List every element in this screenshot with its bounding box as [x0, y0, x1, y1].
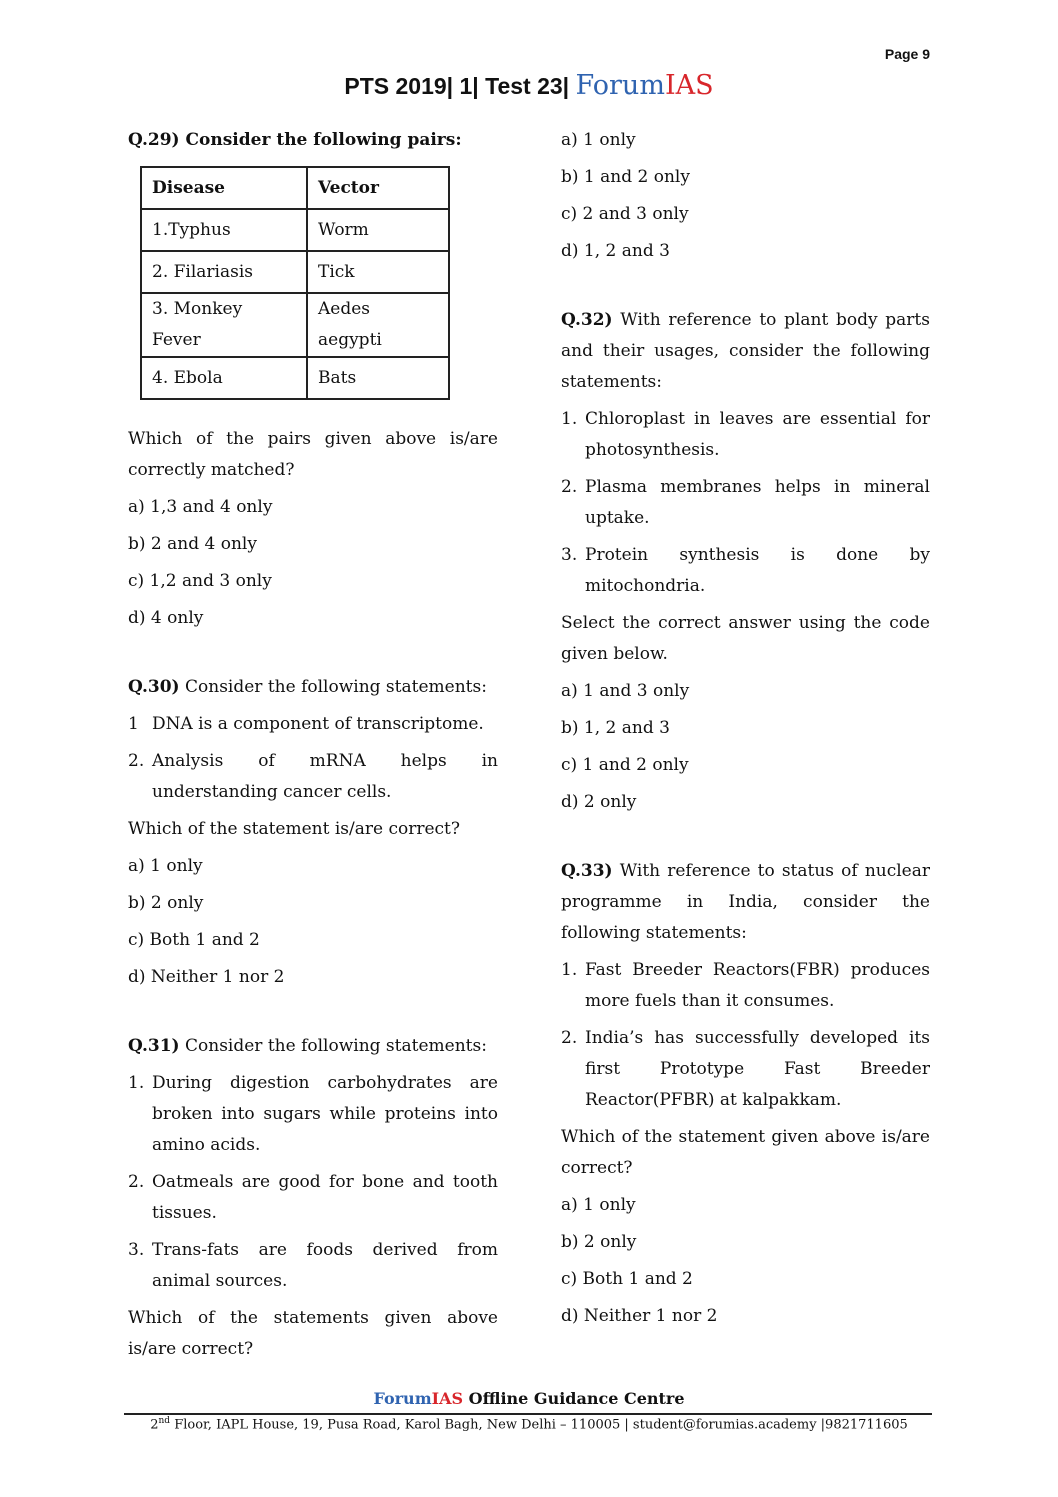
statement: 2. Analysis of mRNA helps in understanding cancer cells.	[128, 751, 498, 802]
option: b) 1 and 2 only	[561, 167, 690, 187]
table-row	[141, 251, 449, 293]
question-label: Q.32)	[561, 310, 613, 330]
table-cell: 4. Ebola	[141, 357, 307, 399]
option: d) Neither 1 nor 2	[561, 1306, 718, 1326]
table-cell: 1.Typhus	[141, 209, 307, 251]
option: c) Both 1 and 2	[128, 930, 260, 950]
option: d) 1, 2 and 3	[561, 241, 670, 261]
statement: 1. Chloroplast in leaves are essential for photosynthesis.	[561, 409, 930, 460]
statement: 2. Plasma membranes helps in mineral uptake.	[561, 477, 930, 528]
question-text: Which of the statements given above is/are correct?	[128, 1308, 498, 1359]
option: a) 1 only	[128, 856, 203, 876]
question-intro: Consider the following statements:	[179, 677, 487, 697]
table-row	[141, 293, 449, 357]
question-text: Which of the statement is/are correct?	[128, 819, 461, 839]
statement: 1 DNA is a component of transcriptome.	[128, 714, 484, 734]
question-33	[561, 856, 930, 1332]
question-31-options	[561, 125, 930, 267]
question-label: Q.30)	[128, 677, 180, 697]
option: b) 2 only	[561, 1232, 637, 1252]
table-row	[141, 357, 449, 399]
table-header-cell: Disease	[141, 167, 307, 209]
table-cell: Tick	[307, 251, 449, 293]
question-text: Select the correct answer using the code given below.	[561, 613, 930, 664]
question-intro: With reference to status of nuclear programme in India, consider the following statements:	[561, 861, 930, 943]
page-header	[0, 70, 1058, 101]
option: b) 2 and 4 only	[128, 534, 257, 554]
table-cell: Worm	[307, 209, 449, 251]
question-31	[128, 1031, 498, 1365]
question-29	[128, 125, 498, 634]
table-header-row	[141, 167, 449, 209]
statement: 2. Oatmeals are good for bone and tooth tissues.	[128, 1172, 498, 1223]
question-label: Q.29) Consider the following pairs:	[128, 130, 462, 150]
question-label: Q.33)	[561, 861, 613, 881]
question-text: Which of the statement given above is/are correct?	[561, 1127, 930, 1178]
question-label: Q.31)	[128, 1036, 180, 1056]
test-title: PTS 2019| 1| Test 23|	[344, 73, 570, 99]
table-header-cell: Vector	[307, 167, 449, 209]
question-32	[561, 305, 930, 818]
option: d) Neither 1 nor 2	[128, 967, 285, 987]
question-intro: With reference to plant body parts and their usages, consider the following statements:	[561, 310, 930, 392]
footer-address: 2nd Floor, IAPL House, 19, Pusa Road, Karol Bagh, New Delhi – 110005 | student@forumias.academy |9821711605	[150, 1416, 908, 1433]
question-intro: Consider the following statements:	[179, 1036, 487, 1056]
statement: 3. Protein synthesis is done by mitochondria.	[561, 545, 930, 596]
option: b) 1, 2 and 3	[561, 718, 670, 738]
statement: 1. Fast Breeder Reactors(FBR) produces more fuels than it consumes.	[561, 960, 930, 1011]
footer-title: ForumIAS Offline Guidance Centre	[373, 1389, 685, 1408]
table-cell: 3. Monkey Fever	[141, 293, 307, 357]
question-30	[128, 672, 498, 993]
statement: 2. India’s has successfully developed its first Prototype Fast Breeder Reactor(PFBR) at kalpakkam.	[561, 1028, 930, 1110]
footer-divider	[124, 1413, 932, 1415]
option: a) 1,3 and 4 only	[128, 497, 273, 517]
statement: 3. Trans-fats are foods derived from animal sources.	[128, 1240, 498, 1291]
option: b) 2 only	[128, 893, 204, 913]
table-cell: Bats	[307, 357, 449, 399]
option: d) 2 only	[561, 792, 637, 812]
question-text: Which of the pairs given above is/are correctly matched?	[128, 429, 498, 480]
option: c) 1,2 and 3 only	[128, 571, 272, 591]
disease-vector-table	[140, 166, 450, 400]
right-column	[561, 125, 930, 1338]
option: c) 1 and 2 only	[561, 755, 689, 775]
option: c) Both 1 and 2	[561, 1269, 693, 1289]
option: a) 1 only	[561, 1195, 636, 1215]
option: a) 1 only	[561, 130, 636, 150]
option: a) 1 and 3 only	[561, 681, 690, 701]
option: d) 4 only	[128, 608, 204, 628]
brand-logo: ForumIAS	[575, 70, 714, 101]
page-number: Page 9	[884, 46, 930, 62]
left-column	[128, 125, 498, 1371]
table-cell: Aedes aegypti	[307, 293, 449, 357]
table-cell: 2. Filariasis	[141, 251, 307, 293]
option: c) 2 and 3 only	[561, 204, 689, 224]
statement: 1. During digestion carbohydrates are broken into sugars while proteins into amino acids.	[128, 1073, 498, 1155]
table-row	[141, 209, 449, 251]
